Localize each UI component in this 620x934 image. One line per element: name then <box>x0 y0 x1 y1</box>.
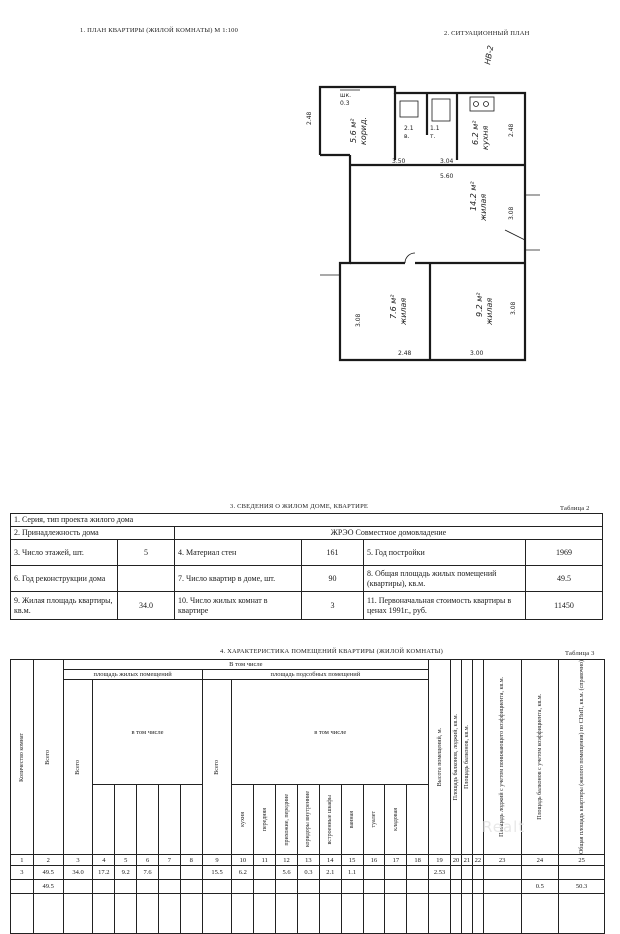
dim-7: 2.48 <box>398 350 412 357</box>
table-row: 3 49.5 34.0 17.2 9.2 7.6 15.5 6.2 5.6 0.3 2.1 1.1 2.53 <box>11 866 605 880</box>
h-living-incl: в том числе <box>93 680 202 785</box>
room-living-1-name: жилая <box>479 193 488 221</box>
room-toilet: 1.1 <box>430 125 440 132</box>
h-balcony-coef: Площадь балконов с учетом коэффициента, кв.м. <box>536 694 543 820</box>
char-title: 4. ХАРАКТЕРИСТИКА ПОМЕЩЕНИЙ КВАРТИРЫ (ЖИЛОЙ КОМНАТЫ) <box>220 648 443 655</box>
floors-label: 3. Число этажей, шт. <box>11 540 118 566</box>
h-living-total: Всего <box>75 759 82 775</box>
dim-3: 5.60 <box>440 173 454 180</box>
room-bath-name: в. <box>404 133 410 140</box>
h-aux-total: Всего <box>214 759 221 775</box>
dim-1: 3.50 <box>392 158 406 165</box>
table-row: 49.5 0.5 50.3 <box>11 880 605 894</box>
room-closet: 0.3 <box>340 100 350 107</box>
h-incl: В том числе <box>63 660 428 670</box>
h-total-sq: Общая площадь квартиры (жилого помещения) по СНиП, кв.м. (справочно) <box>578 660 585 855</box>
cost-label: 11. Первоначальная стоимость квартиры в ценах 1991г., руб. <box>364 592 526 620</box>
floor-plan <box>300 35 540 375</box>
apts-label: 7. Число квартир в доме, шт. <box>175 566 302 592</box>
h-toilet: туалет <box>370 811 377 828</box>
material-label: 4. Материал стен <box>175 540 302 566</box>
h-loggia: Площадь балконов, лоджий, кв.м. <box>452 713 459 801</box>
situational-title: 2. СИТУАЦИОННЫЙ ПЛАН <box>444 30 530 37</box>
h-height: Высота помещений, м. <box>436 727 443 787</box>
house-info-table <box>10 513 603 620</box>
h-aux-incl: в том числе <box>232 680 429 785</box>
room-kitchen-name: кухня <box>481 125 490 150</box>
info-title: 3. СВЕДЕНИЯ О ЖИЛОМ ДОМЕ, КВАРТИРЕ <box>230 503 369 510</box>
series-label: 1. Серия, тип проекта жилого дома <box>11 514 603 527</box>
room-kitchen: 6.2 м² <box>471 120 480 145</box>
dim-10: 2.48 <box>306 111 313 125</box>
year-value: 1969 <box>526 540 603 566</box>
h-closet: встроенные шкафы <box>327 794 334 845</box>
col-number-row: 1 2 3 4 5 6 7 8 9 10 11 12 13 14 15 16 17 18 19 20 21 22 23 24 25 <box>11 855 605 866</box>
owner-label: 2. Принадлежность дома <box>11 527 175 540</box>
room-corridor: 5.6 м² <box>349 118 358 143</box>
h-corr: коридоры внутренние <box>305 791 312 848</box>
room-living-2: 7.6 м² <box>389 294 398 319</box>
living-area-label: 9. Жилая площадь квартиры, кв.м. <box>11 592 118 620</box>
h-corr2: прихожие, передние <box>283 793 290 846</box>
dim-9: 3.08 <box>510 301 517 315</box>
h-pantry: кладовая <box>392 808 399 831</box>
rooms-char-table <box>10 659 605 934</box>
room-closet-name: шк. <box>340 92 352 99</box>
year-label: 5. Год постройки <box>364 540 526 566</box>
room-toilet-name: т. <box>430 133 436 140</box>
total-area-value: 49.5 <box>526 566 603 592</box>
material-value: 161 <box>302 540 364 566</box>
room-living-1: 14.2 м² <box>469 181 478 211</box>
room-living-3-name: жилая <box>485 297 494 325</box>
plan-title: 1. ПЛАН КВАРТИРЫ (ЖИЛОЙ КОМНАТЫ) М 1:100 <box>80 27 239 34</box>
apts-value: 90 <box>302 566 364 592</box>
char-table-no: Таблица 3 <box>565 650 595 657</box>
h-loggia-coef: Площадь лоджий с учетом понижающего коэффициента, кв.м. <box>499 677 506 837</box>
h-aux: площадь подсобных помещений <box>202 670 428 680</box>
dim-8: 3.00 <box>470 350 484 357</box>
dim-5: 3.08 <box>508 206 515 220</box>
dim-2: 3.04 <box>440 158 454 165</box>
h-rooms-count: Количество комнат <box>18 732 25 782</box>
h-hall: передняя <box>261 807 268 832</box>
cost-value: 11450 <box>526 592 603 620</box>
dim-6: 3.08 <box>355 313 362 327</box>
living-area-value: 34.0 <box>118 592 175 620</box>
room-living-2-name: жилая <box>399 297 408 325</box>
h-kitchen: кухня <box>239 812 246 827</box>
dim-4: 2.48 <box>508 123 515 137</box>
recon-label: 6. Год реконструкции дома <box>11 566 118 592</box>
room-bath: 2.1 <box>404 125 414 132</box>
h-loggia2: Площадь балконов, кв.м. <box>463 725 470 789</box>
rooms-value: 3 <box>302 592 364 620</box>
h-bath: ванная <box>349 810 356 829</box>
total-area-label: 8. Общая площадь жилых помещений (квартиры), кв.м. <box>364 566 526 592</box>
h-total: Всего <box>45 749 52 765</box>
watermark: Realt <box>482 818 526 836</box>
floors-value: 5 <box>118 540 175 566</box>
h-living: площадь жилых помещений <box>63 670 202 680</box>
rooms-label: 10. Число жилых комнат в квартире <box>175 592 302 620</box>
plan-corner-mark: НВ-2 <box>483 44 496 66</box>
owner-value: ЖРЭО Совместное домовладение <box>175 527 603 540</box>
info-table-no: Таблица 2 <box>560 505 590 512</box>
room-corridor-name: корид. <box>359 116 368 145</box>
room-living-3: 9.2 м² <box>475 292 484 317</box>
